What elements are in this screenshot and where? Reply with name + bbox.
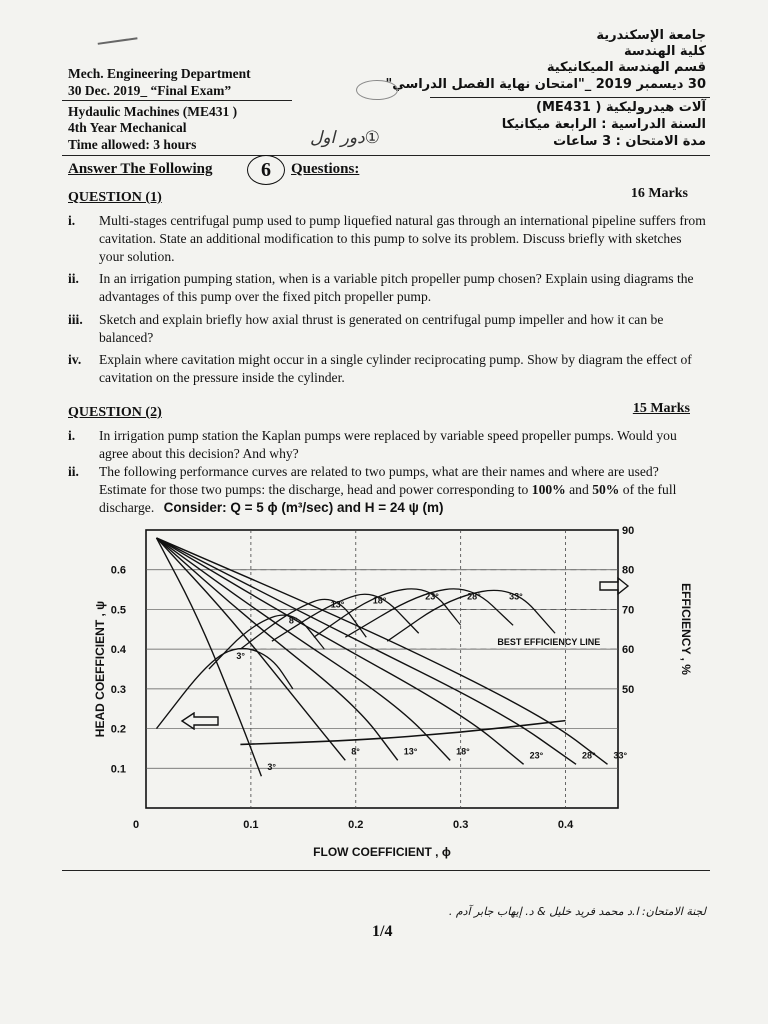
q1-item-iii: iii. Sketch and explain briefly how axial thrust is generated on centrifugal pump impeller and how it can be balanced? — [68, 312, 664, 345]
q2-item-ii: ii. The following performance curves are related to two pumps, what are their names and where are used? Estimate for those two pumps: the discharge, head and power corresponding to 100% and 50% of the full discharge. Consider: Q = 5 ϕ (m³/sec) and H = 24 ψ (m) — [68, 464, 677, 515]
q1-item-i: i. Multi-stages centrifugal pump used to pump liquefied natural gas through an international pipeline suffers from cavitation. State an additional modification to this pump to solve its problem. Discuss briefly with sketches your solution. — [68, 213, 706, 264]
y2-tick-label: 90 — [622, 525, 635, 537]
performance-chart — [70, 518, 710, 863]
course-ar: آلات هيدروليكية ( ME431) — [536, 100, 706, 115]
efficiency-curve-label: 33° — [509, 591, 523, 602]
efficiency-curve-label: 8° — [288, 615, 298, 626]
efficiency-curve-label: 18° — [372, 595, 387, 606]
header-divider-right — [430, 97, 710, 98]
x-tick-label: 0.2 — [348, 819, 364, 831]
head-curve-label: 3° — [267, 762, 276, 773]
head-curve-label: 33° — [613, 750, 628, 761]
efficiency-curve-label: 13° — [330, 599, 345, 610]
scribble-mark — [98, 37, 139, 50]
head-curve-label: 13° — [403, 746, 418, 757]
page-number: 1/4 — [372, 923, 393, 940]
y-tick-label: 0.5 — [110, 604, 126, 617]
footer-divider — [62, 870, 710, 871]
head-curve — [156, 538, 576, 764]
y-tick-label: 0.2 — [110, 723, 126, 736]
head-curve-label: 8° — [351, 746, 360, 757]
y2-axis-label: EFFICIENCY , % — [679, 583, 693, 675]
best-efficiency-annotation: BEST EFFICIENCY LINE — [497, 637, 601, 648]
department-ar: قسم الهندسة الميكانيكية — [546, 60, 706, 75]
left-arrow-icon — [180, 712, 220, 728]
time-allowed: Time allowed: 3 hours — [68, 137, 197, 152]
y-axis-label: HEAD COEFFICIENT , ψ — [93, 600, 107, 738]
instruction-suffix: Questions: — [291, 161, 360, 177]
year-label: 4th Year Mechanical — [68, 120, 187, 135]
question-2-title: QUESTION (2) — [68, 405, 162, 420]
year-ar: السنة الدراسية : الرابعة ميكانيكا — [501, 117, 706, 132]
x-axis-label: FLOW COEFFICIENT , ϕ — [313, 845, 451, 859]
header-divider — [62, 155, 710, 156]
head-curve-label: 28° — [582, 750, 596, 761]
question-2-marks: 15 Marks — [632, 401, 690, 416]
q1-item-ii: ii. In an irrigation pumping station, when is a variable pitch propeller pump chosen? Explain using diagrams the advantages of this pump over the fixed pitch propeller pump. — [68, 271, 694, 304]
exam-date: 30 Dec. 2019_ “Final Exam” — [68, 83, 232, 98]
efficiency-curve — [209, 615, 324, 669]
instruction-prefix: Answer The Following — [68, 161, 213, 177]
exam-committee: لجنة الامتحان: ا.د محمد فريد خليل & د. إيهاب جابر آدم . — [448, 905, 706, 918]
y-tick-label: 0.3 — [110, 683, 126, 696]
question-count: 6 — [247, 155, 285, 185]
faculty-ar: كلية الهندسة — [624, 44, 706, 59]
chart-text — [93, 525, 693, 859]
y-tick-label: 0.4 — [110, 644, 126, 657]
y2-tick-label: 70 — [622, 604, 635, 617]
x-tick-label: 0.3 — [453, 819, 469, 831]
chart-curves — [156, 538, 607, 776]
efficiency-curve-label: 28° — [467, 591, 481, 602]
x-tick-label: 0 — [132, 819, 140, 831]
university-ar: جامعة الإسكندرية — [596, 28, 706, 43]
department-label: Mech. Engineering Department — [68, 66, 251, 81]
y2-tick-label: 80 — [622, 564, 635, 577]
y-tick-label: 0.1 — [110, 763, 126, 776]
head-curve-label: 23° — [529, 750, 544, 761]
question-1-title: QUESTION (1) — [68, 190, 162, 205]
x-tick-label: 0.1 — [243, 819, 259, 831]
header-divider-left — [62, 100, 292, 101]
q2-item-i: i. In irrigation pump station the Kaplan pumps were replaced by variable speed propeller pumps. Would you agree about this decision? And why? — [68, 428, 677, 461]
exam-date-ar: 30 ديسمبر 2019 _"امتحان نهاية الفصل الدراسي" — [385, 77, 706, 92]
consider-formula: Consider: Q = 5 ϕ (m³/sec) and H = 24 ψ (m) — [163, 500, 444, 515]
right-arrow-icon — [598, 577, 630, 595]
question-1-marks: 16 Marks — [630, 186, 688, 201]
head-curve-label: 18° — [456, 746, 470, 757]
efficiency-curve-label: 3° — [236, 651, 246, 662]
q1-item-iv: iv. Explain where cavitation might occur in a single cylinder reciprocating pump. Show by diagram the effect of cavitation on the pressure inside the cylinder. — [68, 352, 692, 385]
time-ar: مدة الامتحان : 3 ساعات — [553, 134, 706, 149]
head-curve — [156, 538, 261, 776]
x-tick-label: 0.4 — [557, 819, 574, 831]
y2-tick-label: 50 — [622, 683, 635, 696]
y-tick-label: 0.6 — [110, 564, 126, 577]
efficiency-curve-label: 23° — [425, 591, 439, 602]
stamp-mark — [356, 80, 398, 100]
handwritten-note: ①دور اول — [310, 128, 380, 148]
course-name: Hydaulic Machines (ME431 ) — [68, 104, 238, 119]
y2-tick-label: 60 — [622, 644, 635, 657]
